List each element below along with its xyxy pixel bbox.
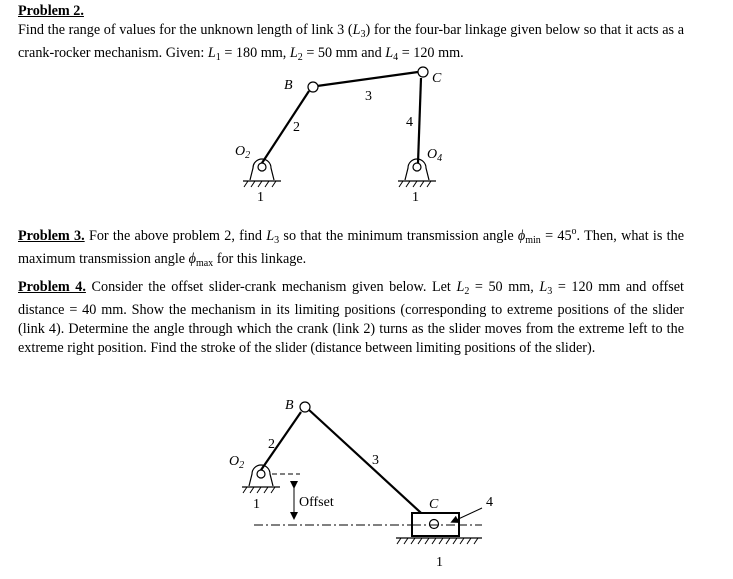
p3-e: for this linkage. (213, 251, 307, 267)
p4-l2-symbol: L (456, 279, 465, 295)
p2-eq4: = 120 mm. (398, 45, 464, 61)
p3-l3-sub: 3 (274, 235, 280, 246)
joint-b (308, 82, 318, 92)
joint-c (418, 67, 428, 77)
p3-a: For the above problem 2, find (84, 228, 267, 244)
problem-3-heading: Problem 3. (18, 228, 85, 244)
p4-b: = 50 mm, (469, 279, 540, 295)
fig2-label-4: 4 (486, 495, 493, 510)
p2-eq2: = 50 mm and (302, 45, 386, 61)
p3-c: = 45 (540, 228, 572, 244)
joint-c-slider (430, 520, 439, 529)
link-3-line (317, 72, 418, 86)
fig2-label-o2: $O_2$ (229, 454, 245, 471)
fig1-label-o4: $O_4$ (427, 147, 443, 164)
fig1-ground-label-right: 1 (412, 190, 419, 205)
fig2-offset-label: Offset (299, 495, 334, 510)
slider-ground-hatch (397, 538, 478, 544)
p3-degree: o (571, 226, 577, 237)
fig2-label-b: B (285, 398, 294, 413)
p2-l3-symbol: L (352, 22, 361, 38)
fig1-label-3: 3 (365, 89, 372, 104)
p3-d: . Then, what is the maximum transmission angle (18, 228, 684, 267)
p2-l3-sub: 3 (360, 29, 366, 40)
problem-4-heading: Problem 4. (18, 279, 86, 295)
fig1-label-2: 2 (293, 120, 300, 135)
fig1-label-o2: $O_2$ (235, 144, 251, 161)
p2-l4-sub: 4 (393, 52, 399, 63)
fig1-label-o4-sub: 4 (437, 153, 443, 164)
fig1-label-c: C (432, 71, 442, 86)
p3-phi-max-symbol: ϕ (188, 251, 196, 267)
p2-text-b: ) for the four-bar linkage given below so that it acts as a crank-rocker mechanism. Given: (18, 22, 684, 61)
fig1-label-o2-sub: 2 (245, 150, 251, 161)
link-2-crank (261, 412, 301, 470)
p3-l3-symbol: L (266, 228, 275, 244)
p2-l2-sub: 2 (297, 52, 303, 63)
p3-max-sub: max (195, 258, 214, 269)
fig2-ground-label-bottom: 1 (436, 555, 443, 570)
p2-text-a: Find the range of values for the unknown length of link 3 ( (18, 22, 353, 38)
link-2-line (262, 91, 309, 163)
p4-a: Consider the offset slider-crank mechanism given below. Let (85, 279, 457, 295)
joint-b-slider (300, 402, 310, 412)
fig1-label-b: B (284, 78, 293, 93)
fig1-label-4: 4 (406, 115, 413, 130)
p4-c: = 120 mm and offset distance = 40 mm. Show the mechanism in its limiting positions (corresponding to extreme positions of the slider (link 4). Determine the angle through which the crank (link 2) turns as the slider moves from the extreme left to the extreme right position. Find the stroke of the slider (distance between limiting positions of the slider). (18, 279, 684, 356)
p2-l1-sub: 1 (215, 52, 221, 63)
fig2-label-c: C (429, 497, 439, 512)
p3-b: so that the minimum transmission angle (279, 228, 518, 244)
p4-l3-sub: 3 (547, 286, 553, 297)
fig1-ground-label-left: 1 (257, 190, 264, 205)
p2-eq1: = 180 mm, (220, 45, 290, 61)
fig2-label-o2-sub: 2 (239, 460, 245, 471)
p4-l2-sub: 2 (464, 286, 470, 297)
p3-phi-min-symbol: ϕ (517, 228, 526, 244)
problem-2-heading: Problem 2. (18, 3, 84, 19)
ground-pivot-o4 (398, 159, 436, 187)
fig2-label-2: 2 (268, 437, 275, 452)
fig2-label-3: 3 (372, 453, 379, 468)
p2-l4-symbol: L (385, 45, 394, 61)
slider-crank-figure (242, 402, 482, 544)
fig2-ground-label-left: 1 (253, 497, 260, 512)
ground-pivot-o2 (243, 159, 281, 187)
p2-l2-symbol: L (289, 45, 298, 61)
p4-l3-symbol: L (539, 279, 548, 295)
link-4-line (418, 78, 421, 163)
p3-min-sub: min (525, 235, 541, 246)
p2-l1-symbol: L (207, 45, 216, 61)
